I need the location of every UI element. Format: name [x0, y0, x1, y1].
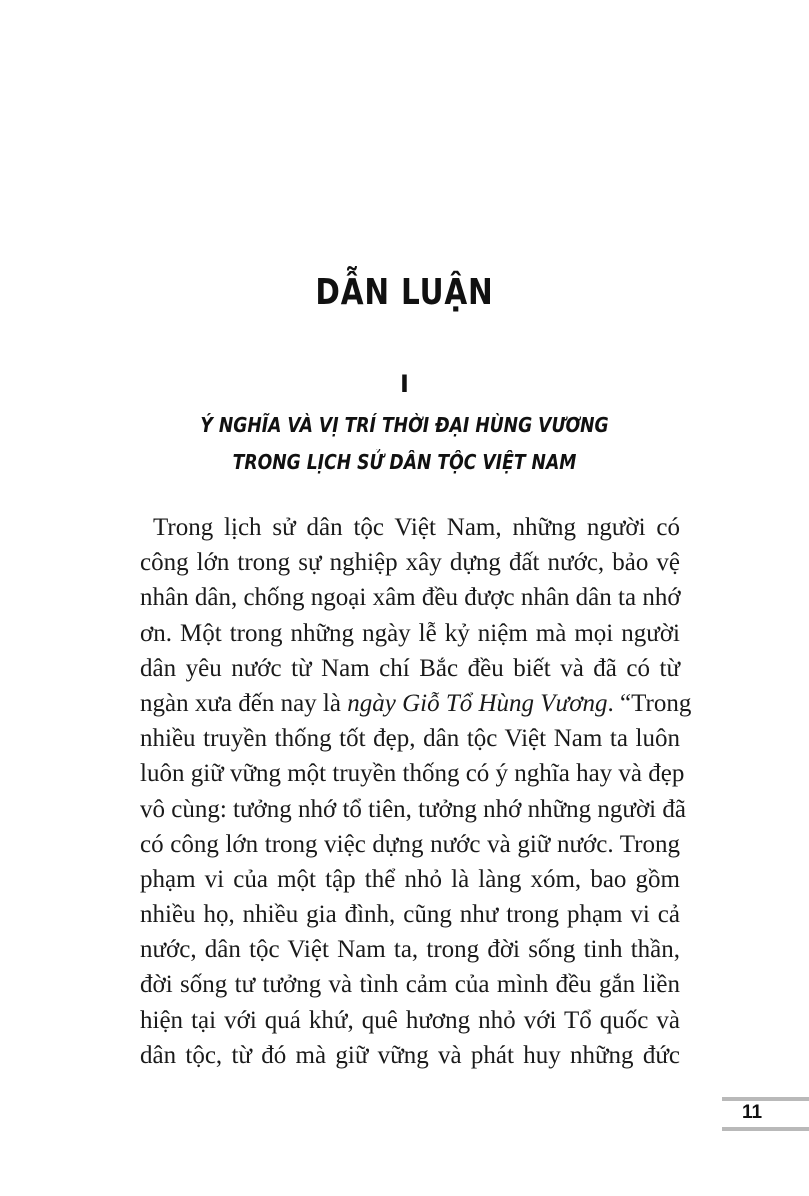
body-line: đời sống tư tưởng và tình cảm của mình đều gắn liền — [140, 971, 680, 999]
body-line: Trong lịch sử dân tộc Việt Nam, những người có — [153, 514, 680, 541]
page-number: 11 — [741, 1102, 763, 1123]
body-line: hiện tại với quá khứ, quê hương nhỏ với Tổ quốc và — [140, 1006, 680, 1034]
body-line: luôn giữ vững một truyền thống có ý nghĩa hay và đẹp — [140, 760, 685, 788]
body-text-run: ngàn xưa đến nay là — [140, 689, 348, 717]
section-heading-line-2: TRONG LỊCH SỬ DÂN TỘC VIỆT NAM — [232, 450, 577, 474]
section-numeral: I — [400, 370, 409, 398]
body-line: nhiều truyền thống tốt đẹp, dân tộc Việt Nam ta luôn — [140, 725, 680, 753]
footer-rule-top — [722, 1097, 809, 1101]
chapter-title: DẪN LUẬN — [315, 272, 494, 313]
body-line: có công lớn trong việc dựng nước và giữ nước. Trong — [140, 830, 680, 858]
body-text-run: . “Trong — [607, 689, 692, 717]
section-heading-line-1: Ý NGHĨA VÀ VỊ TRÍ THỜI ĐẠI HÙNG VƯƠNG — [200, 413, 609, 437]
body-line-mixed — [140, 686, 692, 721]
body-line: công lớn trong sự nghiệp xây dựng đất nước, bảo vệ — [140, 549, 680, 577]
body-line: nước, dân tộc Việt Nam ta, trong đời sống tinh thần, — [140, 936, 680, 964]
emphasis-text: ngày Giỗ Tổ Hùng Vương — [347, 689, 608, 717]
footer-rule-bottom — [722, 1127, 809, 1131]
body-line: dân tộc, từ đó mà giữ vững và phát huy những đức — [140, 1041, 680, 1069]
body-paragraph — [140, 510, 692, 1073]
body-line: vô cùng: tưởng nhớ tổ tiên, tưởng nhớ những người đã — [140, 795, 686, 823]
body-line: nhân dân, chống ngoại xâm đều được nhân dân ta nhớ — [140, 584, 681, 612]
body-line: dân yêu nước từ Nam chí Bắc đều biết và đã có từ — [140, 654, 680, 682]
body-line: phạm vi của một tập thể nhỏ là làng xóm, bao gồm — [140, 865, 680, 893]
body-line: nhiều họ, nhiều gia đình, cũng như trong phạm vi cả — [140, 901, 680, 929]
body-line: ơn. Một trong những ngày lễ kỷ niệm mà mọi người — [140, 619, 680, 647]
